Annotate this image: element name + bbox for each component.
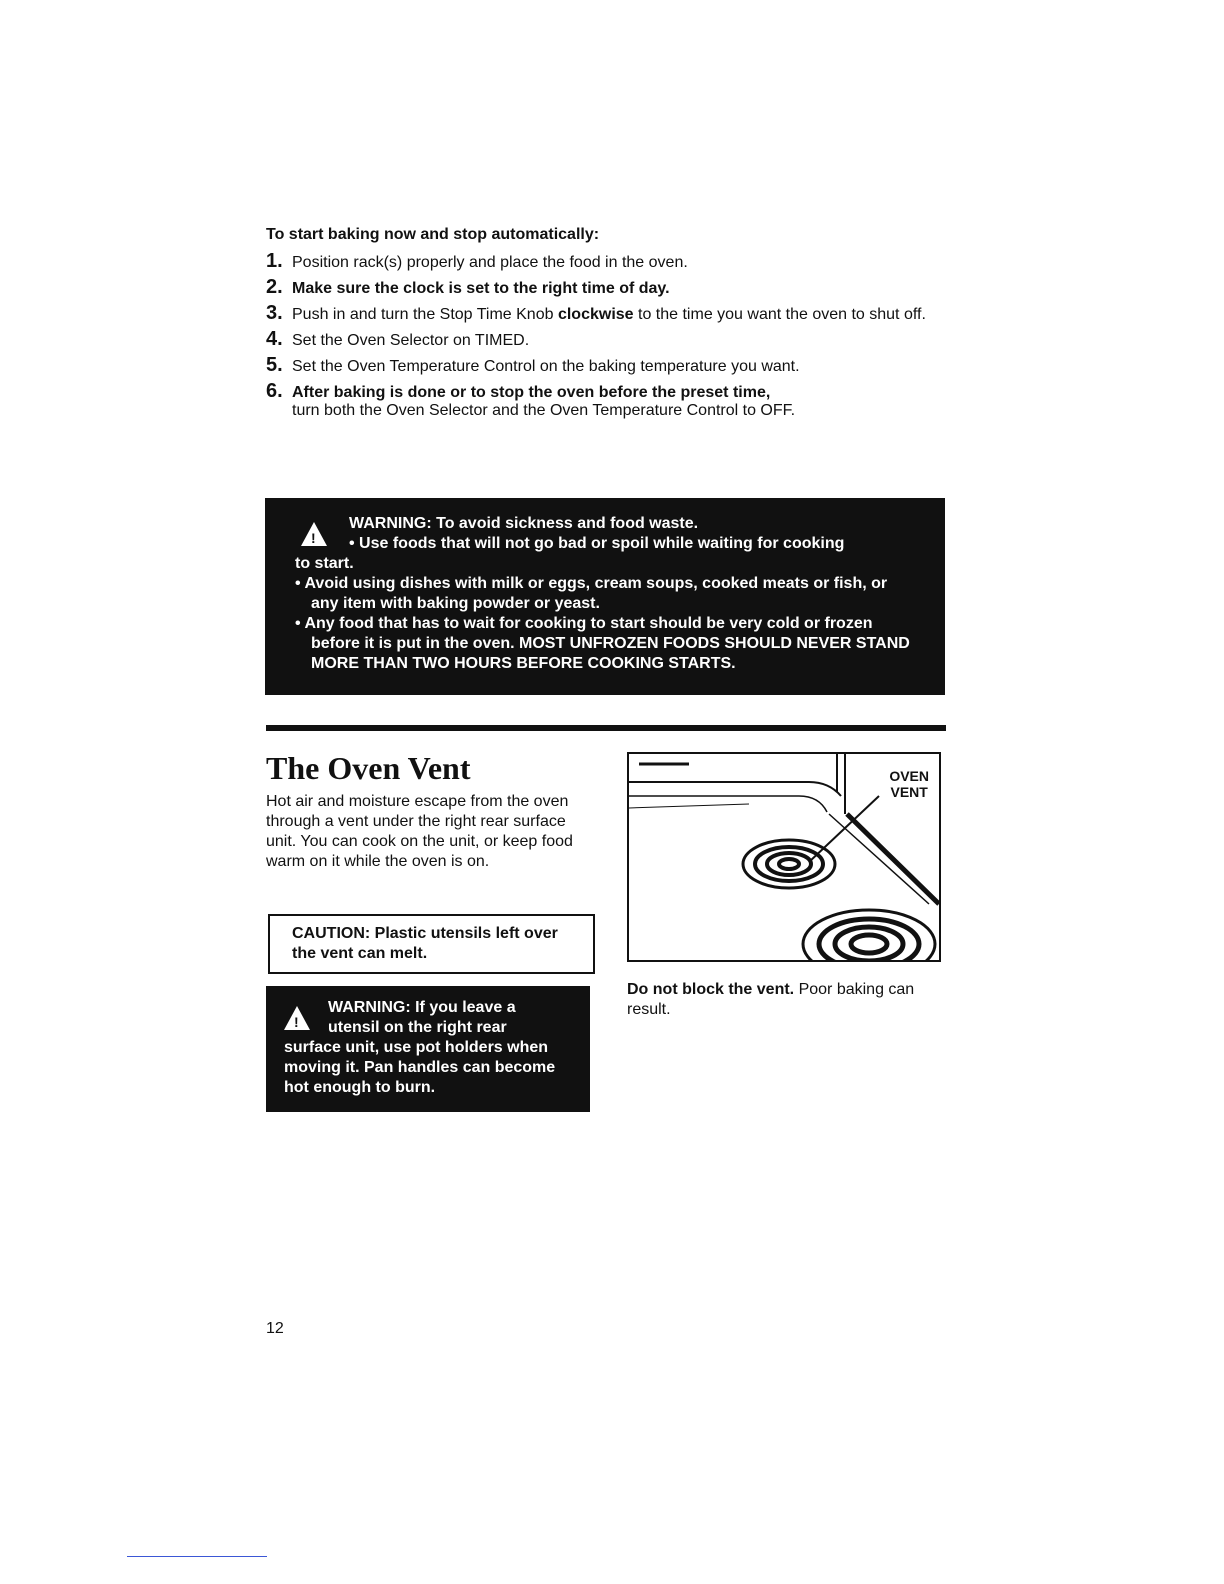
warning-bullet-cont: to start. [295,555,354,572]
warning-bullet: • Any food that has to wait for cooking to start should be very cold or frozen before it is put in the oven. MOST UNFROZEN FOODS SHOULD NEVER STAND MORE THAN TWO HOURS BEFORE COOKING STARTS. [295,615,910,672]
baking-heading: To start baking now and stop automatically: [266,226,600,243]
step-text: Set the Oven Temperature Control on the baking temperature you want. [292,358,800,375]
section-title: The Oven Vent [266,750,471,786]
step-text: Make sure the clock is set to the right time of day. [292,280,670,297]
warning-bullet: • Use foods that will not go bad or spoil while waiting for cooking [349,535,845,552]
warning-text: utensil on the right rear [328,1019,507,1036]
page-number: 12 [266,1320,284,1337]
warning-bullet: • Avoid using dishes with milk or eggs, cream soups, cooked meats or fish, or any item with baking powder or yeast. [295,575,888,612]
step-text: turn both the Oven Selector and the Oven Temperature Control to OFF. [292,402,796,419]
warning-text: surface unit, use pot holders when moving it. Pan handles can become hot enough to burn. [284,1039,556,1096]
step-text: to the time you want the oven to shut off. [633,306,926,323]
rear-burner-icon [743,840,835,888]
bottom-link-underline [127,1556,267,1557]
step-text: Position rack(s) properly and place the food in the oven. [292,254,688,271]
caution-box: CAUTION: Plastic utensils left over the vent can melt. [268,914,595,974]
step-number: 4. [266,328,283,350]
figure-label-line: VENT [890,784,928,800]
section-divider [266,725,946,731]
step-text: Set the Oven Selector on TIMED. [292,332,530,349]
step-number: 1. [266,250,283,272]
step-1 [266,250,946,272]
figure-label [889,768,929,800]
step-text-bold: After baking is done or to stop the oven before the preset time, [292,384,771,401]
step-number: 2. [266,276,283,298]
warning-title: WARNING: To avoid sickness and food waste. [349,515,699,532]
front-burner-icon [803,910,935,960]
warning-triangle-icon [284,1006,310,1030]
step-3 [266,302,946,324]
step-4 [266,328,946,350]
warning-triangle-icon [301,522,327,546]
warning-box-food [265,498,945,695]
step-number: 5. [266,354,283,376]
step-text-bold: clockwise [557,306,634,323]
caption-bold: Do not block the vent. [627,981,795,998]
caption-text: Poor baking can result. [627,981,915,1018]
step-number: 3. [266,302,283,324]
oven-vent-illustration [627,752,941,962]
baking-steps [266,250,946,428]
step-number: 6. [266,380,283,402]
warning-text: WARNING: If you leave a [328,999,516,1016]
vent-description: Hot air and moisture escape from the oven through a vent under the right rear surface unit. You can cook on the unit, or keep food warm on it while the oven is on. [266,793,573,870]
step-5 [266,354,946,376]
figure-caption [627,980,947,1020]
step-6 [266,380,946,420]
step-text: Push in and turn the Stop Time Knob [292,306,558,323]
warning-box-utensil [266,986,590,1112]
step-2 [266,276,946,298]
figure-label-line: OVEN [889,768,929,784]
